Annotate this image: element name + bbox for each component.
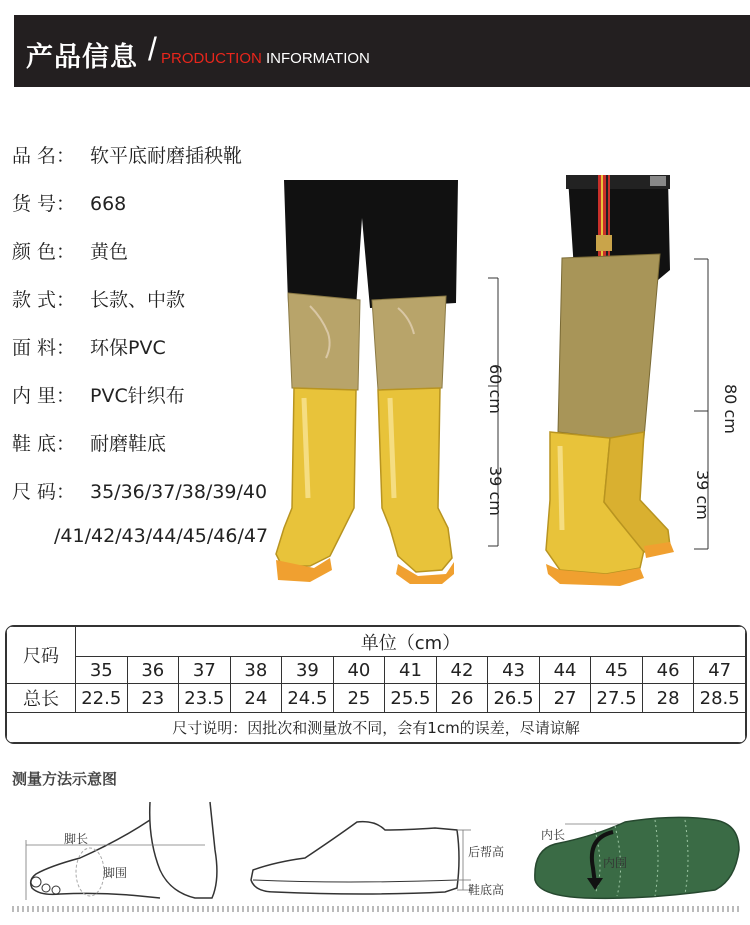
header-en-white: INFORMATION [261,50,370,67]
spec-row-name [12,141,242,168]
spec-size-continued [54,525,268,547]
spec-value: 耐磨鞋底 [90,433,167,455]
size-cell: 44 [539,657,591,684]
spec-label: 品 名： [12,145,76,167]
length-cell: 27.5 [591,684,643,712]
size-cell: 45 [591,657,643,684]
size-cell: 42 [436,657,488,684]
spec-value: 环保PVC [90,337,166,359]
dim-label-right-lower: 39 cm [693,470,712,520]
spec-label: 货 号： [12,193,76,215]
size-cell: 37 [179,657,231,684]
shoe-last-illustration [525,810,745,902]
length-cell: 26.5 [488,684,540,712]
label-foot-length: 脚长 [64,832,89,846]
size-row-label: 尺码 [7,627,76,684]
size-cell: 39 [282,657,334,684]
size-cell: 46 [642,657,694,684]
size-cell: 40 [333,657,385,684]
label-inner-girth: 内围 [603,856,628,870]
dim-label-right-upper: 80 cm [721,384,740,434]
spec-label: 内 里： [12,385,76,407]
spec-label: 颜 色： [12,241,76,263]
label-sole-height: 鞋底高 [468,883,505,897]
spec-value: /41/42/43/44/45/46/47 [54,525,269,547]
spec-value: PVC针织布 [90,385,185,407]
length-cell: 26 [436,684,488,712]
bottom-dotted-divider [12,906,742,912]
length-row-label: 总长 [7,684,76,712]
dim-label-left-upper: 60 cm [486,364,505,414]
spec-row-style [12,285,185,312]
size-cell: 47 [694,657,746,684]
spec-label: 面 料： [12,337,76,359]
length-cell: 25.5 [385,684,437,712]
size-cell: 36 [127,657,179,684]
side-boot-photo [540,170,680,590]
spec-value: 35/36/37/38/39/40 [90,481,268,503]
header-bar [14,15,750,87]
front-boots-photo [270,178,462,588]
spec-label: 尺 码： [12,481,76,503]
spec-row-material [12,333,166,360]
size-cell: 43 [488,657,540,684]
header-slash: / [148,31,157,67]
spec-row-size [12,477,267,504]
length-row [7,684,746,712]
unit-header: 单位（cm） [76,627,746,657]
length-cell: 24.5 [282,684,334,712]
shoe-illustration [245,818,475,900]
size-row [7,657,746,684]
size-cell: 35 [76,657,128,684]
label-inner-length: 内长 [541,828,566,842]
label-heel-height: 后帮高 [468,845,505,859]
foot-illustration [20,800,230,905]
size-cell: 38 [230,657,282,684]
spec-row-color [12,237,128,264]
measure-title: 测量方法示意图 [12,770,118,788]
size-note: 尺寸说明：因批次和测量放不同，会有1cm的误差，尽请谅解 [7,712,746,742]
spec-value: 668 [90,193,127,215]
header-title-en [161,50,370,67]
spec-row-sole [12,429,166,456]
spec-row-item-no [12,189,126,216]
length-cell: 28 [642,684,694,712]
label-foot-girth: 脚围 [103,866,128,880]
header-en-red: PRODUCTION [161,50,262,67]
length-cell: 24 [230,684,282,712]
spec-value: 长款、中款 [90,289,186,311]
spec-label: 款 式： [12,289,76,311]
size-cell: 41 [385,657,437,684]
length-cell: 27 [539,684,591,712]
length-cell: 22.5 [76,684,128,712]
spec-row-lining [12,381,185,408]
dim-label-left-lower: 39 cm [486,466,505,516]
length-cell: 25 [333,684,385,712]
size-table [5,625,747,744]
length-cell: 23.5 [179,684,231,712]
spec-value: 软平底耐磨插秧靴 [90,145,243,167]
spec-label: 鞋 底： [12,433,76,455]
length-cell: 28.5 [694,684,746,712]
header-title-cn: 产品信息 [26,42,138,73]
spec-value: 黄色 [90,241,129,263]
length-cell: 23 [127,684,179,712]
